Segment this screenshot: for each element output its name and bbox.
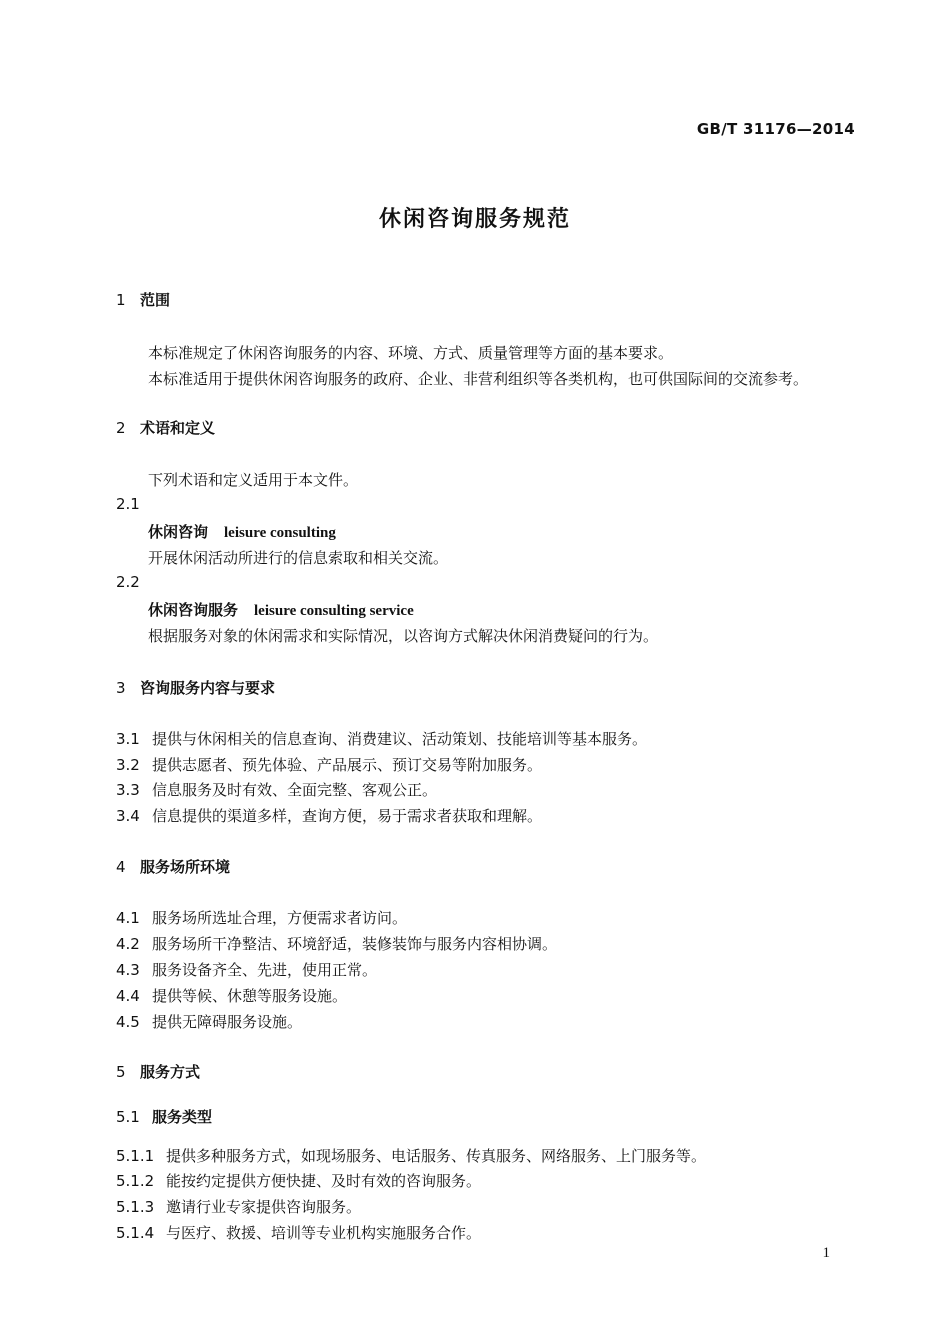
clause <box>116 959 377 980</box>
clause <box>116 728 647 749</box>
clause-number: 5.1.4 <box>116 1224 155 1242</box>
clause-number: 4.4 <box>116 987 140 1005</box>
term-number: 2.1 <box>116 495 140 513</box>
clause <box>116 754 542 775</box>
clause-number: 4.1 <box>116 909 140 927</box>
clause <box>116 1222 481 1243</box>
section-3-heading <box>116 677 275 698</box>
clause <box>116 933 557 954</box>
section-title: 术语和定义 <box>140 419 216 437</box>
section-4-heading <box>116 856 230 877</box>
clause-number: 3.1 <box>116 730 140 748</box>
clause <box>116 1170 481 1191</box>
section-number: 4 <box>116 858 126 876</box>
section-1-heading <box>116 289 170 310</box>
clause-number: 3.3 <box>116 781 140 799</box>
subsection-number: 5.1 <box>116 1108 140 1126</box>
clause-text: 信息服务及时有效、全面完整、客观公正。 <box>152 781 438 799</box>
clause-text: 服务场所选址合理，方便需求者访问。 <box>152 909 408 927</box>
document-title: 休闲咨询服务规范 <box>378 207 571 232</box>
clause-text: 提供与休闲相关的信息查询、消费建议、活动策划、技能培训等基本服务。 <box>152 730 648 748</box>
clause-text: 提供等候、休憩等服务设施。 <box>152 987 348 1005</box>
term-number: 2.2 <box>116 573 140 591</box>
section-2-heading <box>116 417 215 438</box>
clause <box>116 1196 361 1217</box>
clause-number: 4.2 <box>116 935 140 953</box>
section-number: 2 <box>116 419 126 437</box>
clause-text: 服务设备齐全、先进，使用正常。 <box>152 961 378 979</box>
subsection-heading <box>116 1106 212 1127</box>
term-definition: 根据服务对象的休闲需求和实际情况，以咨询方式解决休闲消费疑问的行为。 <box>148 627 659 645</box>
subsection-title: 服务类型 <box>152 1108 213 1126</box>
clause <box>116 985 347 1006</box>
clause-number: 3.4 <box>116 807 140 825</box>
section-title: 服务方式 <box>140 1063 201 1081</box>
term-english: leisure consulting service <box>254 603 414 619</box>
section-title: 范围 <box>140 291 171 309</box>
section-title: 咨询服务内容与要求 <box>140 679 276 697</box>
clause-number: 5.1.1 <box>116 1147 155 1165</box>
section-1-paragraph-2: 本标准适用于提供休闲咨询服务的政府、企业、非营利组织等各类机构，也可供国际间的交流参考。 <box>148 370 809 388</box>
term-english: leisure consulting <box>224 525 336 541</box>
clause-number: 4.3 <box>116 961 140 979</box>
clause-number: 5.1.3 <box>116 1198 155 1216</box>
clause-text: 提供志愿者、预先体验、产品展示、预订交易等附加服务。 <box>152 756 543 774</box>
clause-text: 服务场所干净整洁、环境舒适，装修装饰与服务内容相协调。 <box>152 935 558 953</box>
term-heading <box>148 521 336 542</box>
clause-text: 提供多种服务方式，如现场服务、电话服务、传真服务、网络服务、上门服务等。 <box>166 1147 707 1165</box>
section-5-heading <box>116 1061 200 1082</box>
section-title: 服务场所环境 <box>140 858 231 876</box>
clause-number: 5.1.2 <box>116 1172 155 1190</box>
section-1-paragraph-1: 本标准规定了休闲咨询服务的内容、环境、方式、质量管理等方面的基本要求。 <box>148 344 674 362</box>
clause-text: 信息提供的渠道多样，查询方便，易于需求者获取和理解。 <box>152 807 543 825</box>
clause-text: 能按约定提供方便快捷、及时有效的咨询服务。 <box>166 1172 482 1190</box>
term-heading <box>148 599 414 620</box>
clause-number: 4.5 <box>116 1013 140 1031</box>
term-chinese: 休闲咨询服务 <box>148 601 239 619</box>
clause-number: 3.2 <box>116 756 140 774</box>
clause <box>116 779 437 800</box>
clause-text: 邀请行业专家提供咨询服务。 <box>166 1198 362 1216</box>
term-chinese: 休闲咨询 <box>148 523 209 541</box>
term-definition: 开展休闲活动所进行的信息索取和相关交流。 <box>148 549 449 567</box>
clause <box>116 907 407 928</box>
clause-text: 提供无障碍服务设施。 <box>152 1013 303 1031</box>
clause <box>116 1145 706 1166</box>
section-number: 3 <box>116 679 126 697</box>
clause <box>116 1011 302 1032</box>
section-2-intro: 下列术语和定义适用于本文件。 <box>148 471 359 489</box>
page-number: 1 <box>822 1245 830 1261</box>
standard-code: GB/T 31176—2014 <box>696 120 855 138</box>
clause <box>116 805 542 826</box>
section-number: 1 <box>116 291 126 309</box>
clause-text: 与医疗、救援、培训等专业机构实施服务合作。 <box>166 1224 482 1242</box>
section-number: 5 <box>116 1063 126 1081</box>
